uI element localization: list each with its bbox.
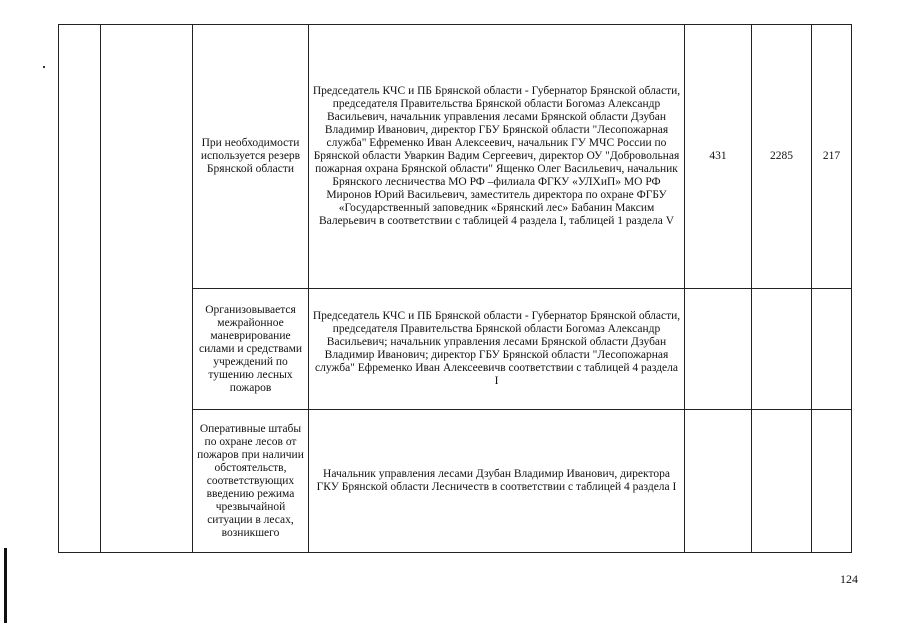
value-cell-1 [685,410,752,553]
responsible-cell: Начальник управления лесами Дзубан Владимир Иванович, директора ГКУ Брянской области Лесничеств в соответствии с таблицей 4 раздела I [309,410,685,553]
responsible-cell: Председатель КЧС и ПБ Брянской области - Губернатор Брянской области, председателя Правительства Брянской области Богомаз Александр Васильевич; начальник управления лесами Брянской области Дзубан Владимир Иванович; директор ГБУ Брянской области "Лесопожарная служба" Ефременко Иван Алексеевичв соответствии с таблицей 4 раздела I [309,289,685,410]
value-cell-2 [752,410,812,553]
value-cell-3 [812,410,852,553]
value-cell-3: 217 [812,25,852,289]
value-cell-1 [685,289,752,410]
condition-cell: Оперативные штабы по охране лесов от пожаров при наличии обстоятельств, соответствующих введению режима чрезвычайной ситуации в лесах, возникшего [193,410,309,553]
value-cell-1: 431 [685,25,752,289]
level-cell [101,25,193,553]
page-number: 124 [840,572,858,586]
condition-cell: При необходимости используется резерв Брянской области [193,25,309,289]
scan-speck [43,66,45,68]
table-row [59,25,852,289]
value-cell-2 [752,289,812,410]
responsible-cell: Председатель КЧС и ПБ Брянской области - Губернатор Брянской области, председателя Правительства Брянской области Богомаз Александр Васильевич, начальник управления лесами Брянской области Дзубан Владимир Иванович, директор ГБУ Брянской области "Лесопожарная служба" Ефременко Иван Алексеевич, начальник ГУ МЧС России по Брянской области Уваркин Вадим Сергеевич, директор ОУ "Добровольная пожарная охрана Брянской области" Ященко Олег Васильевич, начальник Брянского лесничества МО РФ –филиала ФГКУ «УЛХиП» МО РФ Миронов Юрий Васильевич, заместитель директора по охране ФГБУ «Государственный заповедник «Брянский лес» Бабанин Максим Валерьевич в соответствии с таблицей 4 раздела I, таблицей 1 раздела V [309,25,685,289]
value-cell-2: 2285 [752,25,812,289]
value-cell-3 [812,289,852,410]
fire-response-table [58,24,852,553]
index-cell [59,25,101,553]
condition-cell: Организовывается межрайонное маневрирование силами и средствами учреждений по тушению лесных пожаров [193,289,309,410]
scan-edge-mark [4,548,7,623]
